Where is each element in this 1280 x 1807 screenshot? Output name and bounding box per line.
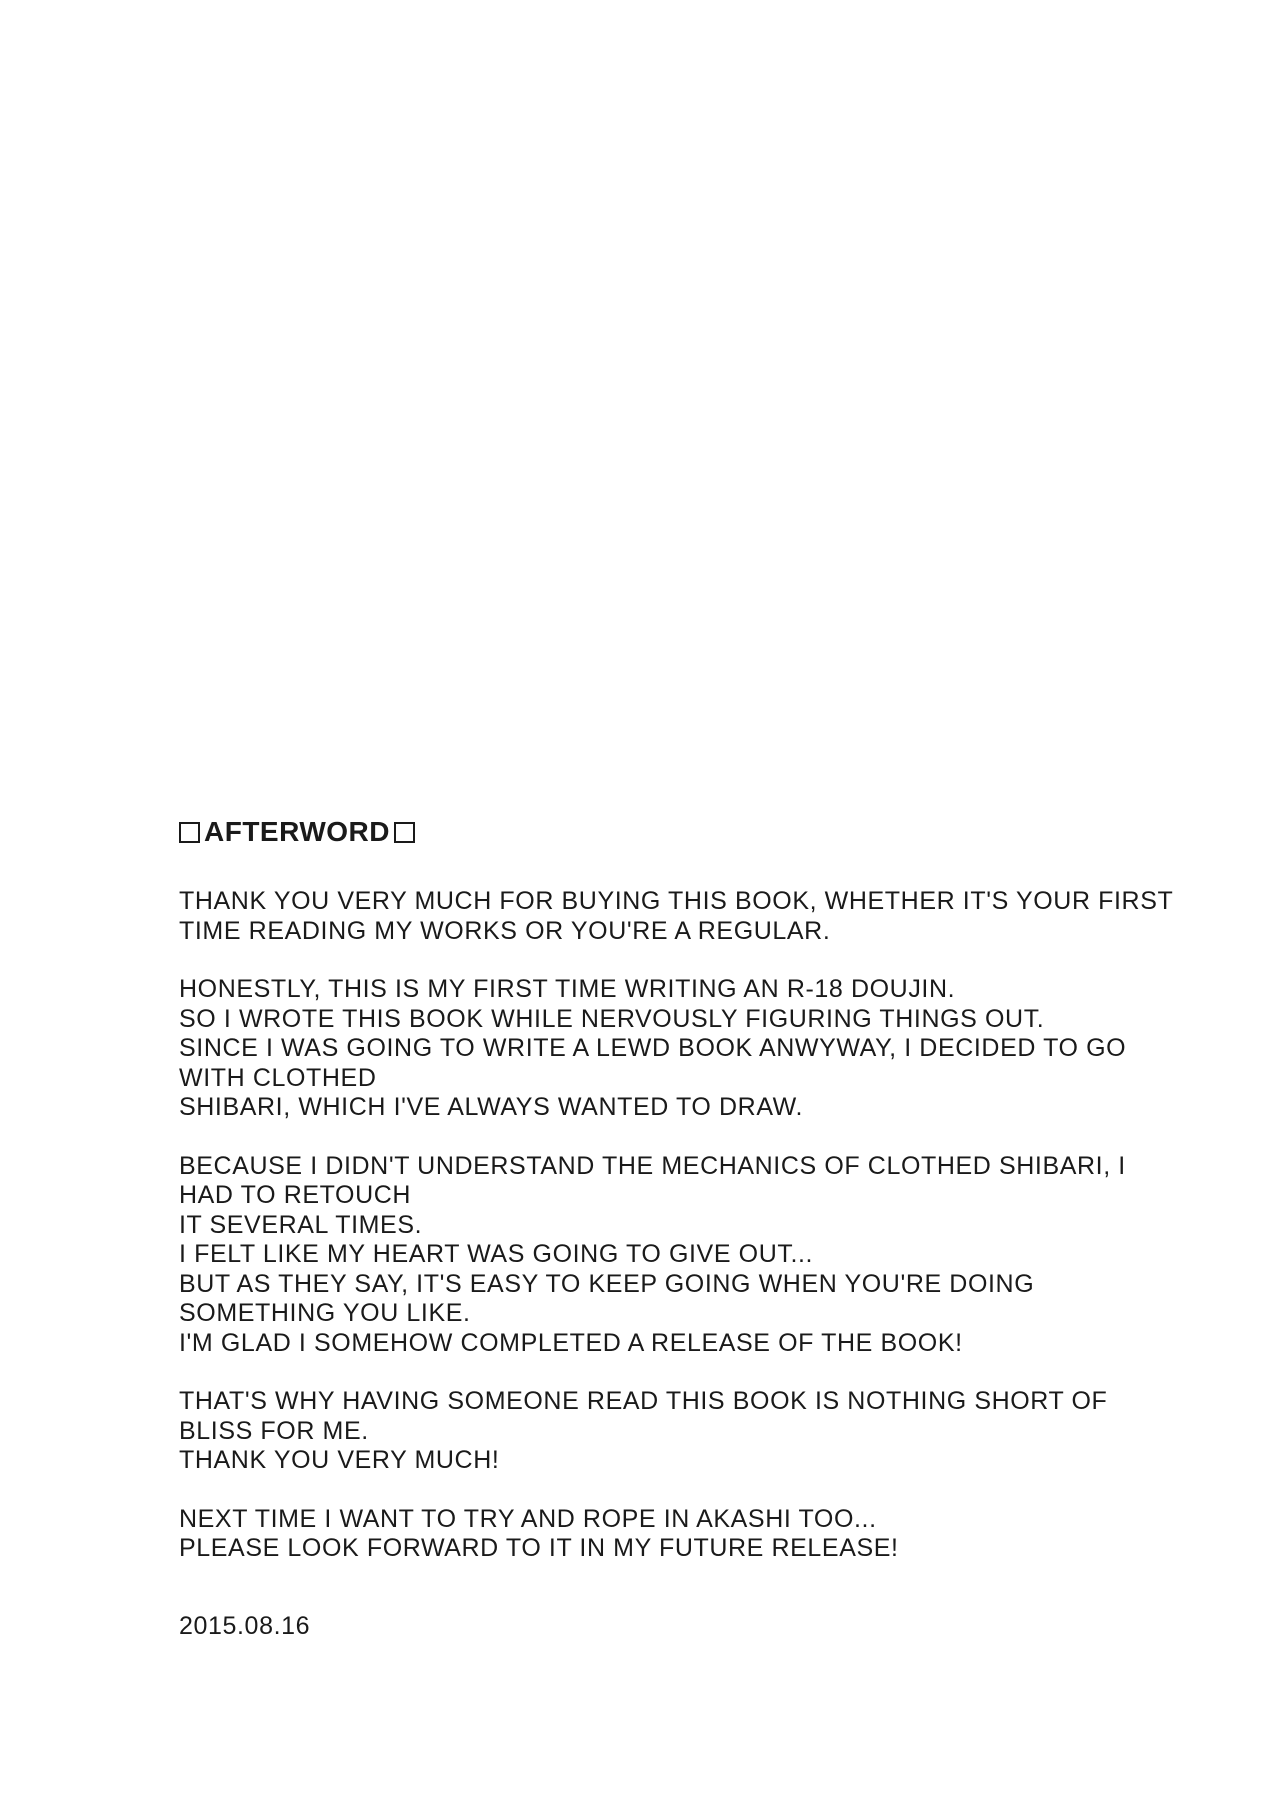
afterword-date: 2015.08.16 xyxy=(179,1612,311,1640)
paragraph-3 xyxy=(179,1152,1169,1359)
afterword-section xyxy=(179,815,1174,1593)
text-line: BUT AS THEY SAY, IT'S EASY TO KEEP GOING WHEN YOU'RE DOING xyxy=(179,1269,1035,1298)
paragraph-5 xyxy=(179,1505,1169,1564)
text-line: SHIBARI, WHICH I'VE ALWAYS WANTED TO DRAW. xyxy=(179,1093,804,1121)
text-line: PLEASE LOOK FORWARD TO IT IN MY FUTURE RELEASE! xyxy=(179,1534,899,1562)
text-line: BECAUSE I DIDN'T UNDERSTAND THE MECHANICS OF CLOTHED SHIBARI, I xyxy=(179,1151,1126,1180)
text-line: SO I WROTE THIS BOOK WHILE NERVOUSLY FIGURING THINGS OUT. xyxy=(179,1004,1045,1033)
text-line: THAT'S WHY HAVING SOMEONE READ THIS BOOK IS NOTHING SHORT OF xyxy=(179,1387,1108,1415)
text-line: SINCE I WAS GOING TO WRITE A LEWD BOOK ANWYWAY, I DECIDED TO GO xyxy=(179,1034,1127,1062)
text-line: THANK YOU VERY MUCH FOR BUYING THIS BOOK, WHETHER IT'S YOUR FIRST xyxy=(179,887,1174,915)
paragraph-1 xyxy=(179,887,1174,946)
paragraph-2 xyxy=(179,975,1169,1123)
text-line: BLISS FOR ME. xyxy=(179,1416,369,1445)
text-line: THANK YOU VERY MUCH! xyxy=(179,1446,500,1474)
afterword-title: AFTERWORD xyxy=(204,816,390,847)
paragraph-4 xyxy=(179,1387,1169,1476)
text-line: IT SEVERAL TIMES. xyxy=(179,1210,423,1239)
text-line: WITH CLOTHED xyxy=(179,1063,377,1092)
text-line: NEXT TIME I WANT TO TRY AND ROPE IN AKASHI TOO... xyxy=(179,1504,877,1533)
afterword-heading xyxy=(179,815,1169,849)
text-line: HONESTLY, THIS IS MY FIRST TIME WRITING AN R-18 DOUJIN. xyxy=(179,975,956,1003)
text-line: SOMETHING YOU LIKE. xyxy=(179,1299,471,1327)
square-bracket-icon xyxy=(179,822,200,843)
text-line: HAD TO RETOUCH xyxy=(179,1181,412,1209)
text-line: I'M GLAD I SOMEHOW COMPLETED A RELEASE OF THE BOOK! xyxy=(179,1328,963,1357)
text-line: I FELT LIKE MY HEART WAS GOING TO GIVE OUT... xyxy=(179,1240,814,1268)
square-bracket-icon xyxy=(394,822,415,843)
text-line: TIME READING MY WORKS OR YOU'RE A REGULAR. xyxy=(179,916,831,945)
